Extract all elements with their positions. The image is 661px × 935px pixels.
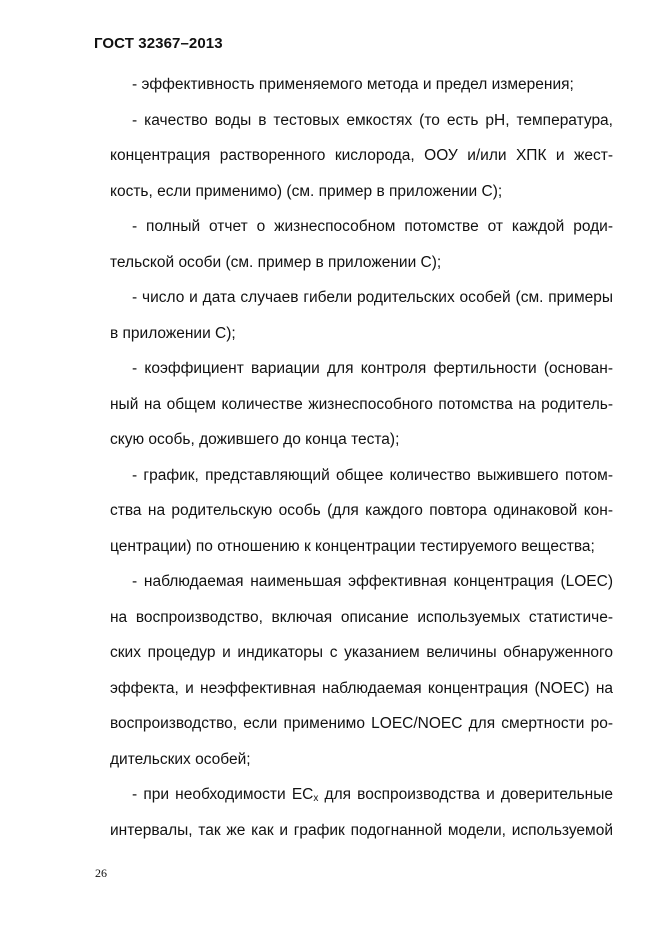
standard-header: ГОСТ 32367–2013	[94, 35, 223, 52]
text-line: интервалы, так же как и график подогнанной модели, используемой	[110, 821, 613, 839]
text-line: - эффективность применяемого метода и предел измерения;	[132, 76, 574, 93]
text-line: - число и дата случаев гибели родительских особей (см. примеры	[132, 289, 613, 306]
text-line: эффекта, и неэффективная наблюдаемая концентрация (NOEC) на	[110, 679, 613, 697]
text-line: концентрация растворенного кислорода, ООУ и/или ХПК и жест-	[110, 147, 613, 164]
body-text	[110, 67, 613, 848]
text-line: - полный отчет о жизнеспособном потомстве от каждой роди-	[132, 218, 613, 235]
line-text-pre: - при необходимости EC	[132, 786, 314, 803]
line-text-post: для воспроизводства и доверительные	[318, 786, 613, 803]
subscript-x: x	[313, 793, 319, 804]
text-line: - график, представляющий общее количество выжившего потом-	[132, 466, 613, 484]
text-line: - качество воды в тестовых емкостях (то есть pH, температура,	[132, 111, 613, 129]
text-line: ства на родительскую особь (для каждого повтора одинаковой кон-	[110, 502, 613, 519]
text-line: ный на общем количестве жизнеспособного потомства на родитель-	[110, 395, 613, 413]
text-line: скую особь, дожившего до конца теста);	[110, 431, 400, 448]
text-line: тельской особи (см. пример в приложении С);	[110, 253, 442, 271]
text-line: кость, если применимо) (см. пример в приложении С);	[110, 182, 503, 200]
text-line: - наблюдаемая наименьшая эффективная концентрация (LOEC)	[132, 573, 613, 590]
text-line: в приложении С);	[110, 324, 236, 342]
page-number: 26	[95, 866, 107, 880]
text-line: центрации) по отношению к концентрации тестируемого вещества;	[110, 537, 595, 555]
text-line: ских процедур и индикаторы с указанием величины обнаруженного	[110, 644, 613, 661]
text-line: - коэффициент вариации для контроля фертильности (основан-	[132, 360, 613, 377]
text-line: дительских особей;	[110, 750, 251, 768]
text-line	[110, 777, 613, 813]
text-line: воспроизводство, если применимо LOEC/NOEC для смертности ро-	[110, 715, 613, 732]
text-line: на воспроизводство, включая описание используемых статистиче-	[110, 608, 613, 626]
